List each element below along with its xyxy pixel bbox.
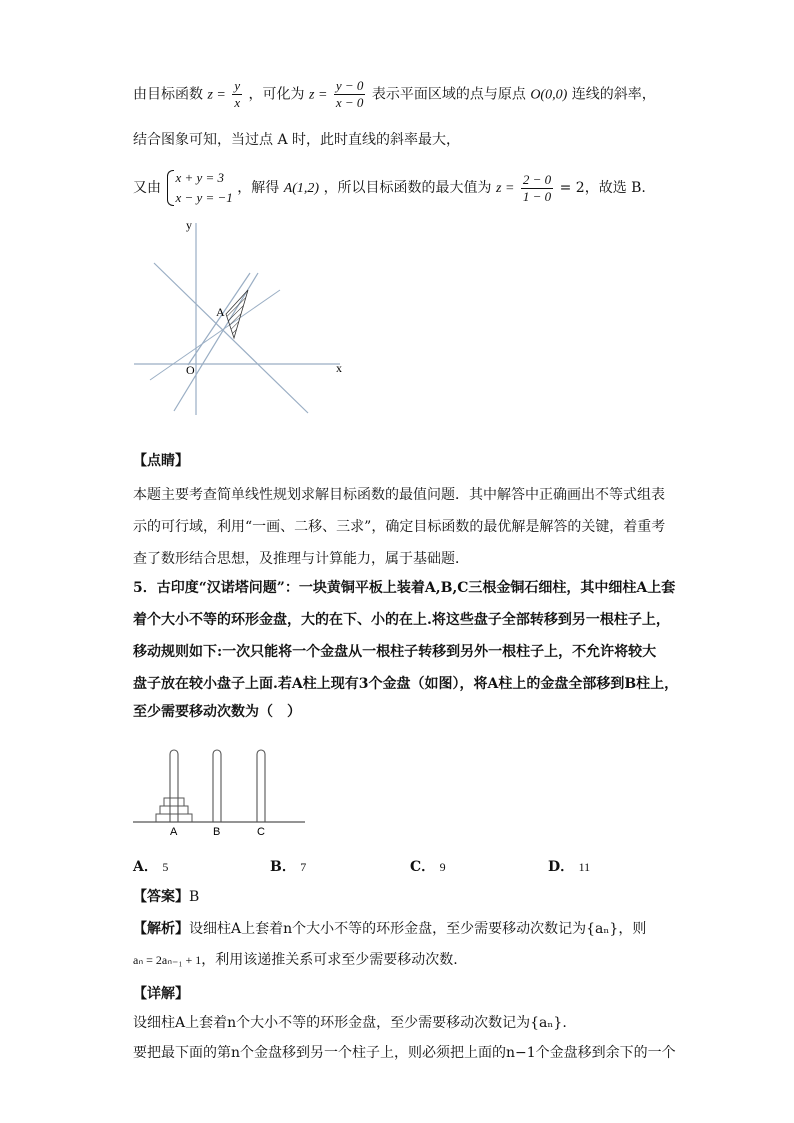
answer-heading: 【答案】 [133,889,189,905]
text-segment: 连线的斜率， [571,86,656,103]
disk-small [164,798,184,806]
z-symbol: z = [496,181,515,196]
dianjing-line-2: 示的可行域，利用“一画、二移、三求”，确定目标函数的最优解是解答的关键，着重考 [133,519,666,535]
peg-a [170,750,178,822]
constraint-line-3 [188,273,250,365]
equation-2: x − y = −1 [175,190,233,205]
peg-label-c: C [257,826,265,838]
dianjing-heading: 【点睛】 [133,453,189,469]
point-a-label: A [216,305,225,319]
solution-line-3 [133,168,646,208]
question-5-line-1: 5．古印度“汉诺塔问题”：一块黄铜平板上装着A,B,C三根金铜石细柱，其中细柱A上套 [133,580,676,596]
analysis-line-1 [133,919,646,939]
hanoi-tower-figure [130,742,310,842]
z-definition-fraction: $\frac{y}{x}$ [234,78,241,110]
option-b[interactable]: B． 7 [270,859,307,875]
solution-line-2: 结合图象可知，当过点 A 时，此时直线的斜率最大， [133,132,461,148]
constraint-line-1 [154,263,308,413]
equation-system [165,168,232,208]
z-form-fraction: $\frac{y - 0}{x - 0}$ [335,78,364,110]
text-segment: 又由 [133,180,161,196]
text-segment: ，所以目标函数的最大值为 [323,180,492,196]
peg-label-a: A [170,826,178,838]
y-axis-label: y [186,218,192,232]
answer-value: B [189,889,200,905]
z-symbol: z = [309,87,328,103]
z-symbol: z = [207,87,226,103]
disk-medium [160,806,188,814]
equation-1: x + y = 3 [175,170,225,185]
detail-line-1: 设细柱A上套着n个大小不等的环形金盘，至少需要移动次数记为{aₙ}. [133,1015,567,1031]
analysis-text: 设细柱A上套着n个大小不等的环形金盘，至少需要移动次数记为{aₙ}，则 [189,921,647,937]
z-max-fraction: $\frac{2 - 0}{1 - 0}$ [522,171,552,204]
text-segment: 由目标函数 [133,86,203,103]
answer-line [133,887,199,907]
text-segment: 表示平面区域的点与原点 [371,86,526,103]
dianjing-line-3: 查了数形结合思想，及推理与计算能力，属于基础题． [133,551,469,567]
option-a[interactable]: A． 5 [133,859,169,875]
question-5-line-4: 盘子放在较小盘子上面.若A柱上现有3个金盘（如图），将A柱上的金盘全部移到B柱上， [133,676,679,692]
recurrence-formula: aₙ = 2aₙ₋₁ + 1 [133,953,202,967]
point-a: A(1,2) [283,181,320,196]
question-5-line-3: 移动规则如下:一次只能将一个金盘从一根柱子转移到另外一根柱子上，不允许将较大 [133,644,657,660]
question-5-line-2: 着个大小不等的环形金盘，大的在下、小的在上.将这些盘子全部转移到另一根柱子上， [133,612,670,628]
origin-point: O(0,0) [530,87,568,103]
x-axis-label: x [336,361,342,375]
text-segment: = 2，故选 B. [559,180,646,196]
option-c[interactable]: C． 9 [410,859,446,875]
option-d[interactable]: D． 11 [548,859,591,875]
peg-c [257,750,265,822]
disk-large [156,814,192,822]
detail-line-2: 要把最下面的第n个金盘移到另一个柱子上，则必须把上面的n−1个金盘移到余下的一个 [133,1045,676,1061]
analysis-heading: 【解析】 [133,921,189,937]
dianjing-line-1: 本题主要考查简单线性规划求解目标函数的最值问题．其中解答中正确画出不等式组表 [133,487,665,503]
solution-line-1 [133,78,656,111]
analysis-line-2: aₙ = 2aₙ₋₁ + 1，利用该递推关系可求至少需要移动次数. [133,952,458,968]
peg-b [213,750,221,822]
origin-label: O [186,363,195,377]
text-segment: ，解得 [237,180,280,196]
feasible-region-graph [130,215,350,415]
text-segment: ，可化为 [248,86,305,103]
detail-heading: 【详解】 [133,986,189,1002]
peg-label-b: B [213,826,221,838]
question-5-line-5: 至少需要移动次数为（ ） [133,704,301,720]
